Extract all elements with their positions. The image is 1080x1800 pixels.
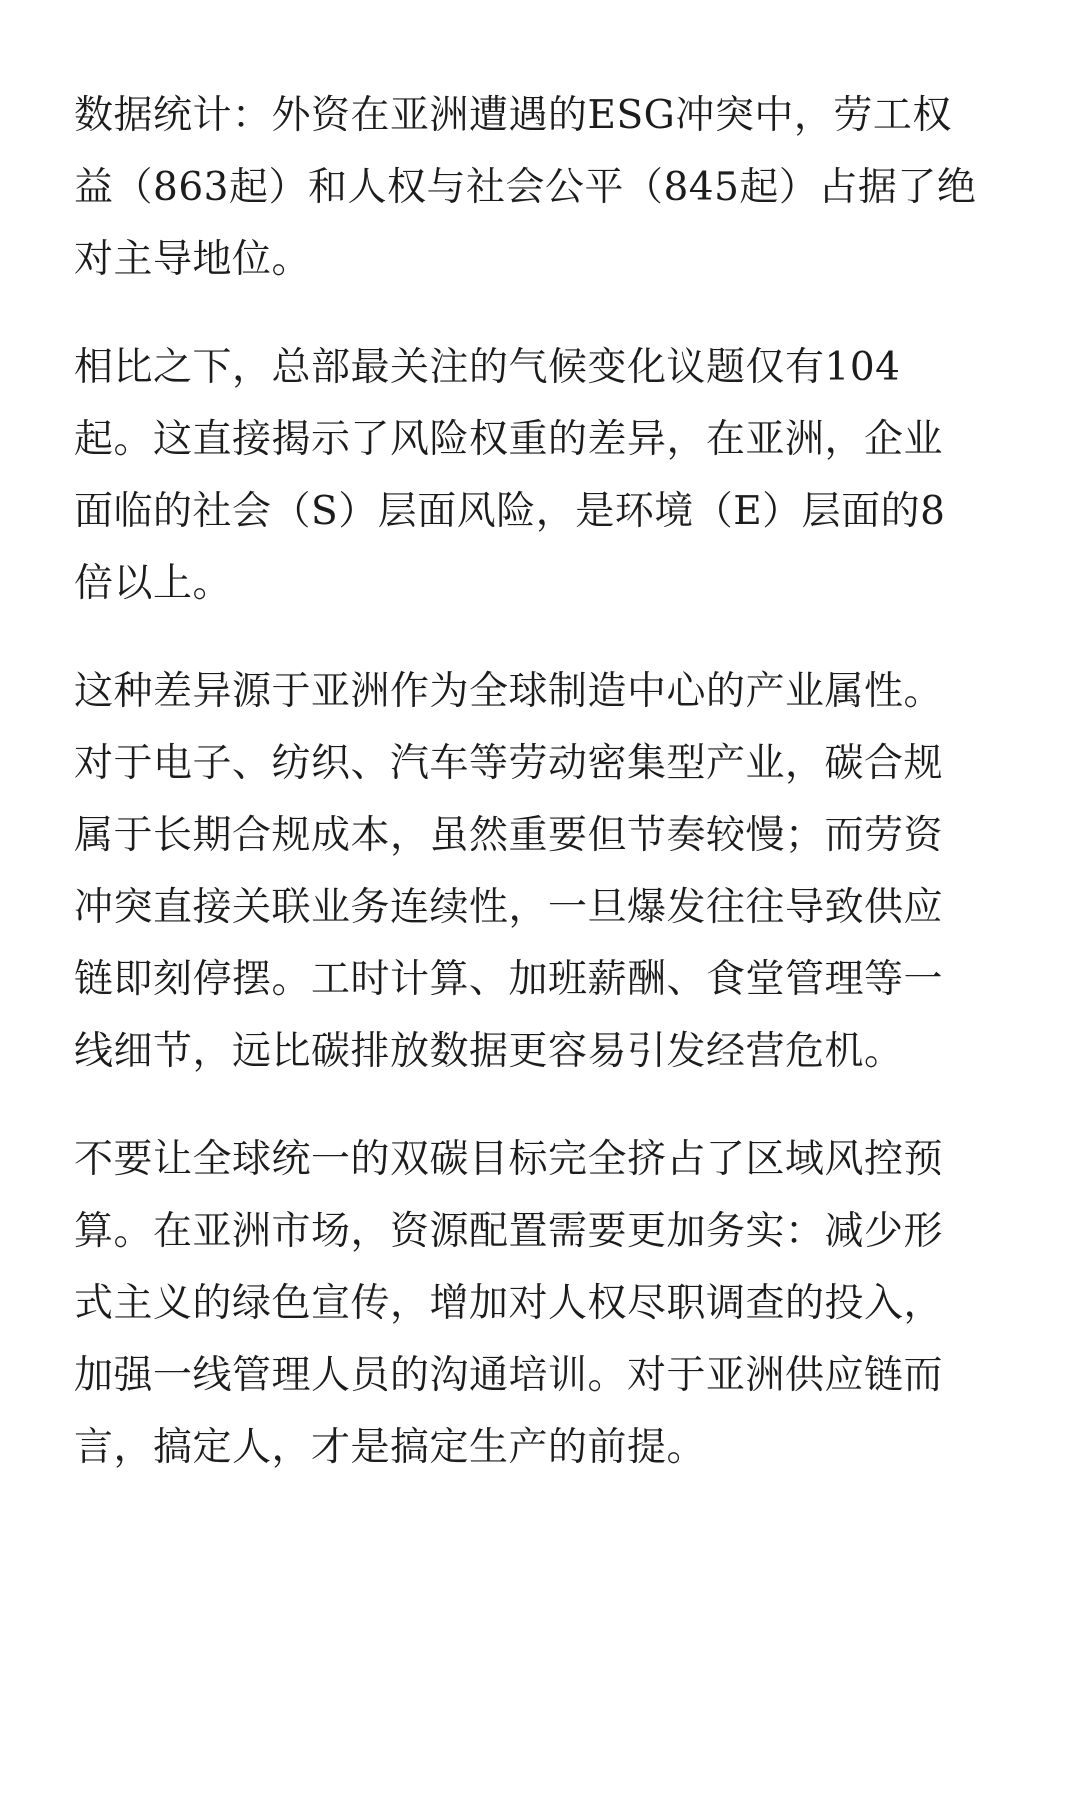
text-line: 冲突直接关联业务连续性，一旦爆发往往导致供应 xyxy=(74,885,944,930)
text-line: 数据统计：外资在亚洲遭遇的ESG冲突中，劳工权 xyxy=(74,93,952,138)
text-line: 面临的社会（S）层面风险，是环境（E）层面的8 xyxy=(74,489,946,534)
paragraph-recommendation xyxy=(74,1124,1012,1484)
text-line: 不要让全球统一的双碳目标完全挤占了区域风控预 xyxy=(74,1137,944,1182)
text-line: 属于长期合规成本，虽然重要但节奏较慢；而劳资 xyxy=(74,813,944,858)
paragraph-esg-statistics xyxy=(74,80,1012,296)
text-line: 言，搞定人，才是搞定生产的前提。 xyxy=(74,1425,707,1470)
text-line: 对于电子、纺织、汽车等劳动密集型产业，碳合规 xyxy=(74,741,944,786)
text-line: 益（863起）和人权与社会公平（845起）占据了绝 xyxy=(74,165,977,210)
text-line: 式主义的绿色宣传，增加对人权尽职调查的投入， xyxy=(74,1281,944,1326)
text-line: 对主导地位。 xyxy=(74,237,312,282)
paragraph-industry-attributes xyxy=(74,656,1012,1088)
text-line: 起。这直接揭示了风险权重的差异，在亚洲，企业 xyxy=(74,417,944,462)
text-line: 链即刻停摆。工时计算、加班薪酬、食堂管理等一 xyxy=(74,957,944,1002)
text-line: 相比之下，总部最关注的气候变化议题仅有104 xyxy=(74,345,901,390)
text-line: 加强一线管理人员的沟通培训。对于亚洲供应链而 xyxy=(74,1353,944,1398)
article-body xyxy=(74,80,1012,1520)
text-line: 倍以上。 xyxy=(74,561,233,606)
text-line: 线细节，远比碳排放数据更容易引发经营危机。 xyxy=(74,1029,904,1074)
paragraph-risk-weight xyxy=(74,332,1012,620)
text-line: 这种差异源于亚洲作为全球制造中心的产业属性。 xyxy=(74,669,944,714)
text-line: 算。在亚洲市场，资源配置需要更加务实：减少形 xyxy=(74,1209,944,1254)
